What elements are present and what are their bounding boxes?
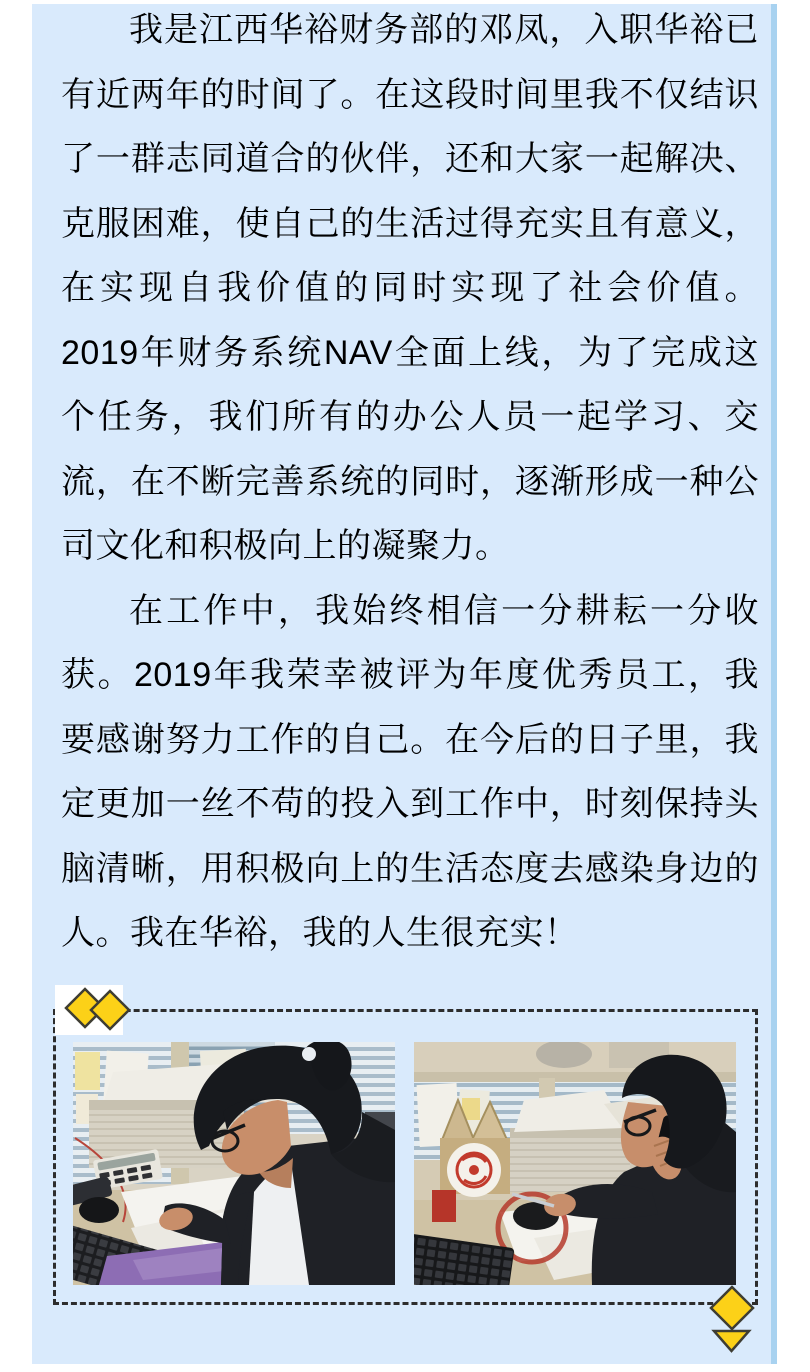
diamond-arrow-decoration bbox=[708, 1283, 768, 1358]
article-card bbox=[32, 4, 777, 1364]
photo-row bbox=[73, 1042, 736, 1285]
photo-frame bbox=[53, 1009, 758, 1305]
office-photo-left[interactable] bbox=[73, 1042, 395, 1285]
double-diamond-icon bbox=[55, 985, 123, 1035]
paragraph-1: 我是江西华裕财务部的邓凤，入职华裕已有近两年的时间了。在这段时间里我不仅结识了一群志同道合的伙伴，还和大家一起解决、克服困难，使自己的生活过得充实且有意义，在实现自我价值的同时实现了社会价值。2019年财务系统NAV全面上线，为了完成这个任务，我们所有的办公人员一起学习、交流，在不断完善系统的同时，逐渐形成一种公司文化和积极向上的凝聚力。 bbox=[61, 11, 759, 565]
down-arrow-icon bbox=[714, 1331, 749, 1351]
diamond-icon bbox=[711, 1287, 753, 1329]
double-diamond-decoration bbox=[55, 985, 123, 1035]
article-text bbox=[61, 0, 759, 966]
office-photo-right[interactable] bbox=[414, 1042, 736, 1285]
paragraph-2: 在工作中，我始终相信一分耕耘一分收获。2019年我荣幸被评为年度优秀员工，我要感谢努力工作的自己。在今后的日子里，我定更加一丝不苟的投入到工作中，时刻保持头脑清晰，用积极向上的生活态度去感染身边的人。我在华裕，我的人生很充实！ bbox=[61, 591, 759, 952]
